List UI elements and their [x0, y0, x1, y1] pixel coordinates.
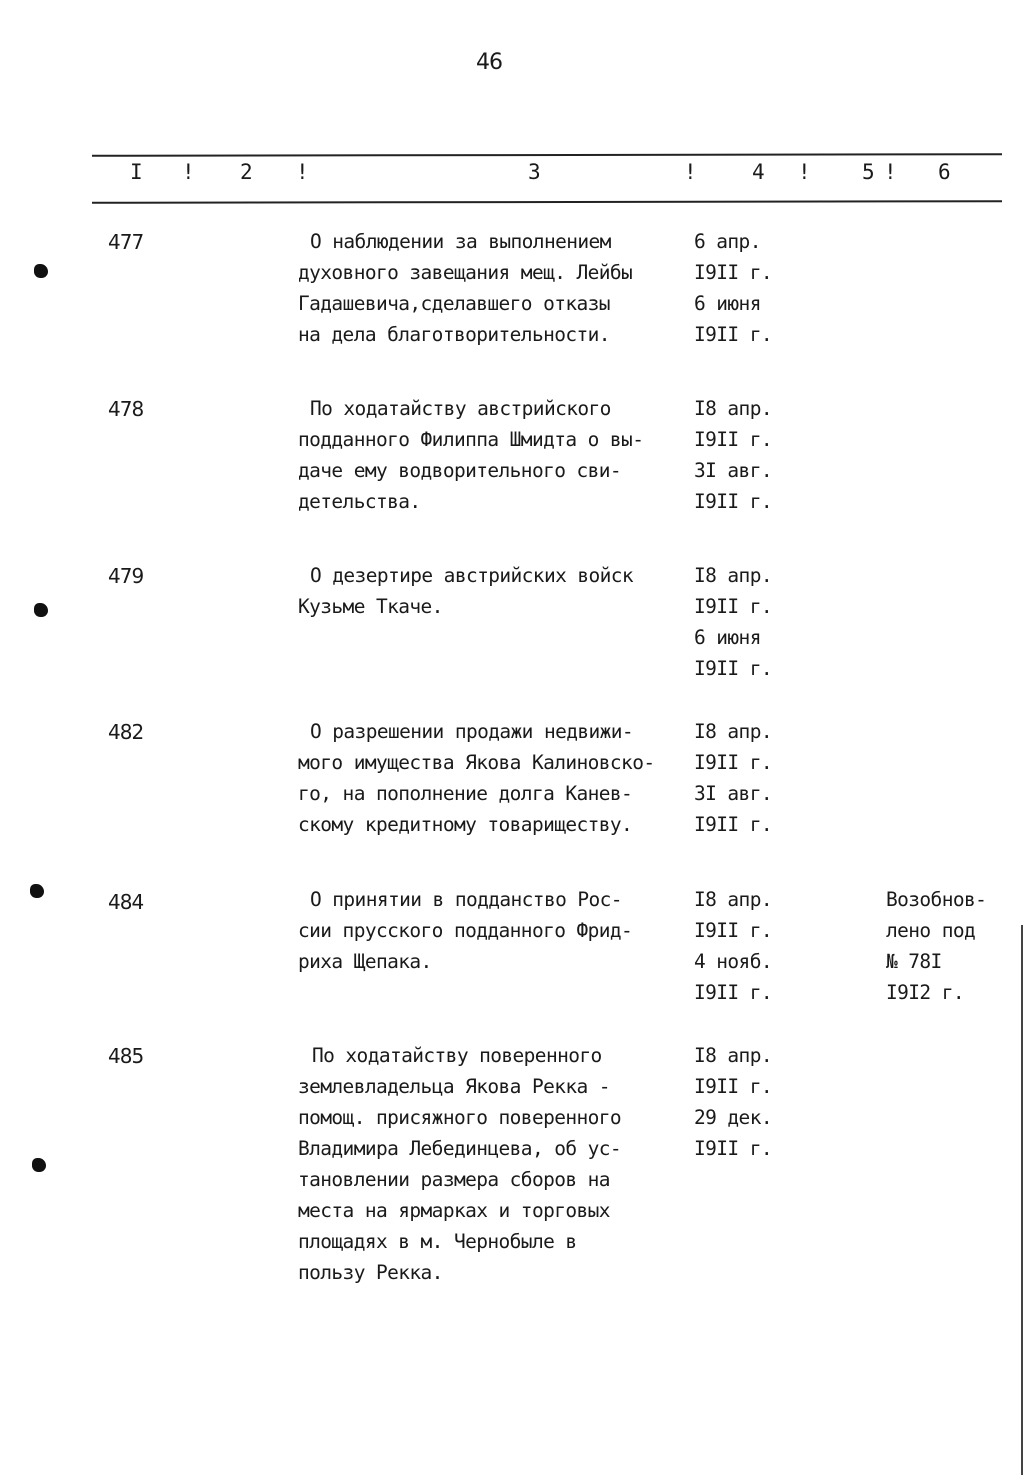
entry-date-line: I8 апр. — [694, 1044, 772, 1067]
entry-text-line: пользу Рекка. — [298, 1261, 443, 1284]
entry-date-line: I9II г. — [694, 490, 772, 513]
entry-number: 477 — [108, 230, 144, 254]
entry-note-line: лено под — [886, 919, 976, 942]
entry-date-line: 4 нояб. — [694, 950, 772, 973]
entry-text-line: тановлении размера сборов на — [298, 1168, 610, 1191]
header-separator: ! — [182, 160, 195, 184]
entry-date-line: I9II г. — [694, 1137, 772, 1160]
entry-date-line: I9II г. — [694, 261, 772, 284]
binder-hole-mark — [32, 1158, 46, 1172]
entry-text-line: По ходатайству поверенного — [312, 1044, 602, 1067]
entry-text-line: детельства. — [298, 490, 421, 513]
entry-number: 485 — [108, 1044, 144, 1068]
header-col-1: I — [130, 160, 143, 184]
entry-date-line: I9II г. — [694, 919, 772, 942]
page-number: 46 — [476, 50, 502, 75]
entry-text-line: скому кредитному товариществу. — [298, 813, 633, 836]
entry-date-line: 6 июня — [694, 292, 761, 315]
header-col-4: 4 — [752, 160, 765, 184]
entry-date-line: I9II г. — [694, 595, 772, 618]
entry-text-line: О принятии в подданство Рос- — [310, 888, 622, 911]
entry-date-line: I8 апр. — [694, 397, 772, 420]
binder-hole-mark — [34, 264, 48, 278]
entry-date-line: I9II г. — [694, 813, 772, 836]
entry-text-line: сии прусского подданного Фрид- — [298, 919, 633, 942]
entry-date-line: I8 апр. — [694, 564, 772, 587]
header-separator: ! — [884, 160, 897, 184]
entry-text-line: даче ему водворительного сви- — [298, 459, 622, 482]
header-col-2: 2 — [240, 160, 253, 184]
entry-text-line: Владимира Лебединцева, об ус- — [298, 1137, 622, 1160]
entry-note-line: I9I2 г. — [886, 981, 964, 1004]
entry-note-line: № 78I — [886, 950, 942, 973]
entry-date-line: I9II г. — [694, 981, 772, 1004]
entry-text-line: землевладельца Якова Рекка - — [298, 1075, 610, 1098]
entry-text-line: риха Щепака. — [298, 950, 432, 973]
entry-date-line: I8 апр. — [694, 720, 772, 743]
entry-note-line: Возобнов- — [886, 888, 987, 911]
entry-date-line: 3I авг. — [694, 782, 772, 805]
entry-text-line: духовного завещания мещ. Лейбы — [298, 261, 633, 284]
entry-number: 479 — [108, 564, 144, 588]
entry-number: 482 — [108, 720, 144, 744]
table-header-rule-bottom — [92, 200, 1002, 204]
entry-text-line: площадях в м. Чернобыле в — [298, 1230, 577, 1253]
entry-date-line: 6 июня — [694, 626, 761, 649]
table-header-rule-top — [92, 153, 1002, 157]
entry-date-line: I8 апр. — [694, 888, 772, 911]
entry-text-line: на дела благотворительности. — [298, 323, 610, 346]
entry-text-line: места на ярмарках и торговых — [298, 1199, 610, 1222]
entry-date-line: 29 дек. — [694, 1106, 772, 1129]
page-edge-line — [1021, 925, 1023, 1475]
header-separator: ! — [296, 160, 309, 184]
entry-date-line: 3I авг. — [694, 459, 772, 482]
entry-date-line: I9II г. — [694, 323, 772, 346]
entry-text-line: подданного Филиппа Шмидта о вы- — [298, 428, 644, 451]
entry-date-line: I9II г. — [694, 657, 772, 680]
header-col-3: 3 — [528, 160, 541, 184]
binder-hole-mark — [30, 884, 44, 898]
entry-text-line: Гадашевича,сделавшего отказы — [298, 292, 610, 315]
header-col-6: 6 — [938, 160, 951, 184]
entry-date-line: 6 апр. — [694, 230, 761, 253]
entry-date-line: I9II г. — [694, 428, 772, 451]
entry-text-line: го, на пополнение долга Канев- — [298, 782, 633, 805]
entry-date-line: I9II г. — [694, 751, 772, 774]
entry-text-line: О дезертире австрийских войск — [310, 564, 634, 587]
entry-date-line: I9II г. — [694, 1075, 772, 1098]
entry-number: 478 — [108, 397, 144, 421]
entry-text-line: мого имущества Якова Калиновско- — [298, 751, 655, 774]
header-separator: ! — [684, 160, 697, 184]
header-col-5: 5 — [862, 160, 875, 184]
binder-hole-mark — [34, 603, 48, 617]
entry-number: 484 — [108, 890, 144, 914]
entry-text-line: О наблюдении за выполнением — [310, 230, 611, 253]
entry-text-line: помощ. присяжного поверенного — [298, 1106, 622, 1129]
entry-text-line: О разрешении продажи недвижи- — [310, 720, 634, 743]
header-separator: ! — [798, 160, 811, 184]
entry-text-line: Кузьме Ткаче. — [298, 595, 443, 618]
entry-text-line: По ходатайству австрийского — [310, 397, 611, 420]
